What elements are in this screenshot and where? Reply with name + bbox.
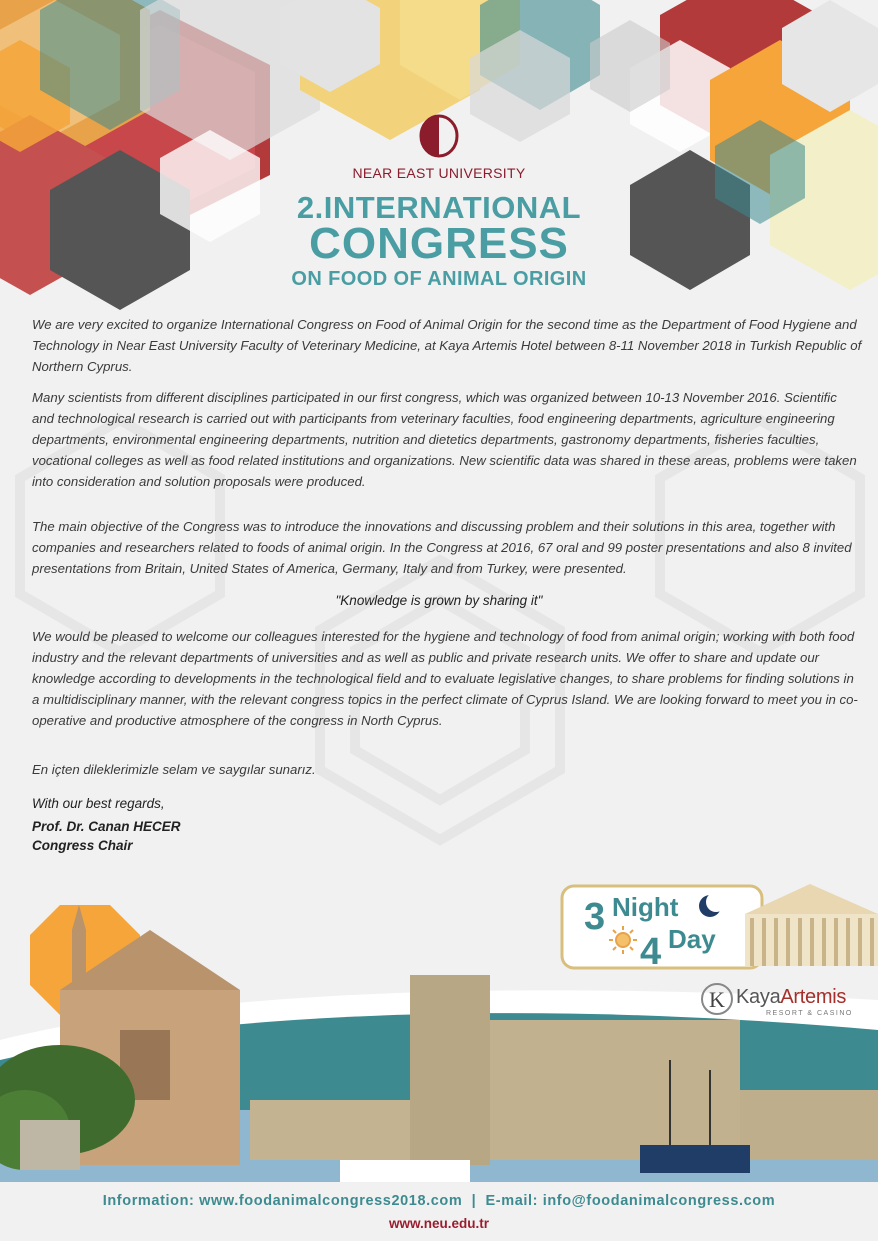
signatory-role: Congress Chair — [32, 838, 133, 853]
hotel-logo — [700, 980, 860, 1020]
university-name: NEAR EAST UNIVERSITY — [352, 165, 526, 181]
hotel-subtitle: RESORT & CASINO — [766, 1010, 853, 1017]
title-line-3: ON FOOD OF ANIMAL ORIGIN — [291, 268, 587, 290]
hotel-brand-part2: Artemis — [780, 986, 847, 1008]
nights-label: Night — [612, 892, 679, 922]
paragraph-welcome — [32, 626, 862, 731]
days-number: 4 — [640, 931, 662, 972]
university-logo-block — [0, 114, 878, 181]
svg-text:K: K — [709, 987, 725, 1012]
paragraph-3: The main objective of the Congress was to introduce the innovations and discussing problem and their solutions in this area, together with companies and researchers related to foods of animal origin. In the Congress at 2016, 67 oral and 99 poster presentations and also 8 invited presentations from Britain, United States of America, Germany, Italy and from Turkey, were presented. — [32, 519, 852, 576]
footer-contact-line[interactable]: Information: www.foodanimalcongress2018.com | E-mail: info@foodanimalcongress.com — [102, 1193, 776, 1209]
paragraph-first-congress — [32, 387, 862, 492]
quote-text: "Knowledge is grown by sharing it" — [335, 593, 543, 608]
paragraph-1: We are very excited to organize International Congress on Food of Animal Origin for the second time as the Department of Food Hygiene and Technology in Near East University Faculty of Veterinary Medicine, at Kaya Artemis Hotel between 8-11 November 2018 in Turkish Republic of Northern Cyprus. — [32, 317, 862, 374]
title-line-2: CONGRESS — [309, 219, 569, 268]
stay-duration-badge — [560, 884, 878, 972]
paragraph-4: We would be pleased to welcome our colleagues interested for the hygiene and technology of food from animal origin; working with both food industry and the relevant departments of universities and as well as public and private research units. We offer to share and update our knowledge according to developments in the technological field and to evaluate legislative changes, to share problems for finding solutions in a multidisciplinary manner, with the relevant congress topics in the perfect climate of Cyprus Island. We are looking forward to meet you in co-operative and productive atmosphere of the congress in North Cyprus. — [32, 629, 858, 728]
closing-text: With our best regards, — [32, 796, 165, 811]
days-label: Day — [668, 924, 716, 954]
hotel-brand-part1: Kaya — [736, 986, 781, 1008]
university-logo-icon — [419, 114, 459, 158]
title-line-1: 2.INTERNATIONAL — [296, 190, 582, 225]
nights-number: 3 — [584, 896, 606, 938]
hotel-k-icon — [700, 982, 734, 1016]
paragraph-2: Many scientists from different disciplines participated in our first congress, which was organized between 10-13 November 2016. Scientific and technological research is carried out with participants from veterinary faculties, food engineering departments, agriculture engineering departments, environmental engineering departments, nutrition and dietetics departments, gastronomy departments, fisheries faculties, vocational colleges as well as food related institutions and organizations. New scientific data was shared in these areas, problems were taken into consideration and solution proposals were produced. — [32, 390, 857, 489]
hotel-brand — [736, 986, 846, 1009]
footer-website-link[interactable]: www.neu.edu.tr — [388, 1216, 489, 1231]
paragraph-turkish — [32, 759, 862, 780]
signatory-name: Prof. Dr. Canan HECER — [32, 819, 181, 834]
hotel-building-image — [745, 884, 878, 966]
paragraph-intro — [32, 314, 862, 377]
paragraph-objective — [32, 516, 862, 579]
paragraph-5: En içten dileklerimizle selam ve saygılar sunarız. — [32, 762, 316, 777]
